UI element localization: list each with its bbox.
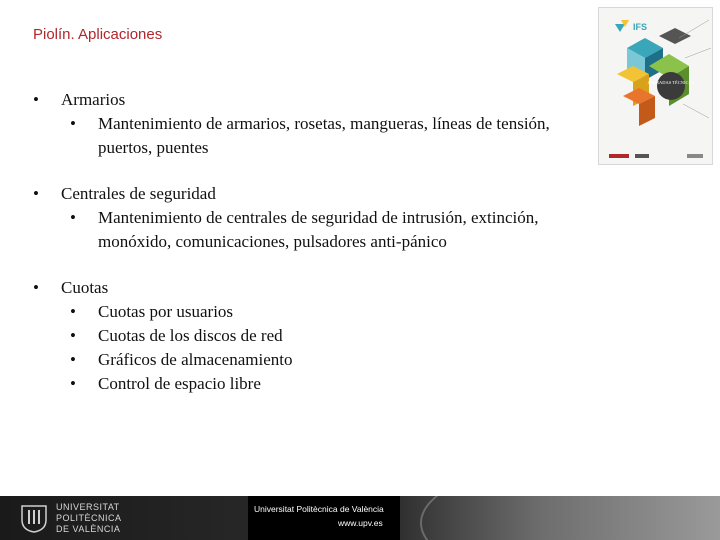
bullet-icon: • — [70, 374, 76, 393]
university-crest-icon — [18, 502, 50, 534]
bullet-icon: • — [33, 90, 39, 109]
subitem-text: Mantenimiento de centrales de seguridad de intrusión, extinción, monóxido, comunicaciones, pulsadores anti-pánico — [98, 208, 539, 251]
subitem-text: Control de espacio libre — [98, 374, 261, 393]
item-label: Cuotas — [61, 278, 109, 297]
footer-bar — [0, 496, 720, 540]
list-item — [33, 88, 603, 160]
subitem-text: Cuotas por usuarios — [98, 302, 234, 321]
subitem-text: Mantenimiento de armarios, rosetas, mangueras, líneas de tensión, puertos, puentes — [98, 114, 550, 157]
cover-logo-text: IFS — [633, 22, 648, 32]
bullet-icon: • — [70, 114, 76, 133]
bullet-icon: • — [70, 302, 76, 321]
bullet-list — [33, 88, 603, 418]
university-name — [56, 502, 126, 535]
cover-artwork — [599, 8, 713, 165]
bullet-icon: • — [33, 278, 39, 297]
list-item — [33, 276, 603, 396]
cover-badge-text: JORNADAS TÉCNICAS — [647, 80, 695, 85]
university-line: DE VALÈNCIA — [56, 524, 121, 534]
subitem-text: Cuotas de los discos de red — [98, 326, 283, 345]
bullet-icon: • — [70, 326, 76, 345]
university-line: UNIVERSITAT — [56, 502, 120, 512]
subitem-text: Gráficos de almacenamiento — [98, 350, 293, 369]
item-label: Centrales de seguridad — [61, 184, 216, 203]
item-label: Armarios — [61, 90, 126, 109]
footer-url-link[interactable]: www.upv.es — [338, 518, 383, 528]
list-item — [33, 182, 603, 254]
university-seal-watermark — [420, 496, 720, 540]
bullet-icon: • — [33, 184, 39, 203]
bullet-icon: • — [70, 350, 76, 369]
university-line: POLITÈCNICA — [56, 513, 122, 523]
slide-title: Piolín. Aplicaciones — [33, 26, 163, 43]
bullet-icon: • — [70, 208, 76, 227]
footer-institution: Universitat Politècnica de València — [254, 504, 384, 514]
publication-cover-image — [598, 7, 713, 165]
